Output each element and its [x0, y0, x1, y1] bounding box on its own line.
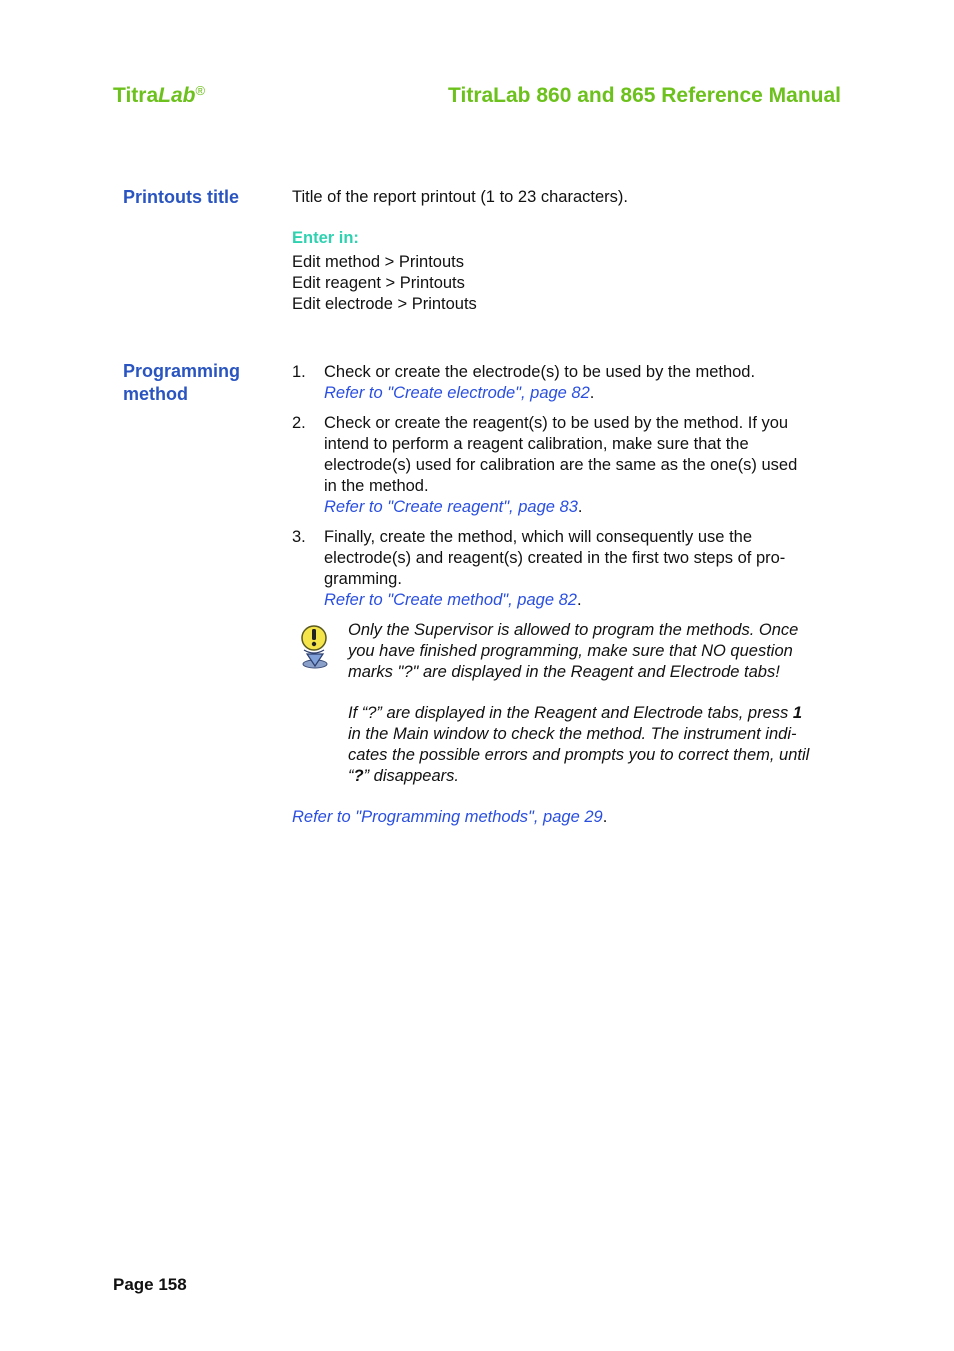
punctuation: .	[589, 384, 595, 402]
note-line: in the Main window to check the method. The instrument indi-	[348, 725, 797, 743]
warning-icon	[298, 624, 332, 670]
quote-open: “	[348, 767, 354, 785]
cross-reference-link[interactable]: Refer to "Create method", page 82	[324, 591, 577, 609]
step-line: Finally, create the method, which will consequently use the	[324, 528, 753, 546]
list-item	[292, 527, 837, 611]
enter-in-path: Edit method > Printouts	[292, 253, 464, 271]
step-number: 3.	[292, 528, 306, 546]
step-line: gramming.	[324, 570, 402, 588]
cross-reference-link[interactable]: Refer to "Programming methods", page 29	[292, 808, 603, 826]
cross-reference-link[interactable]: Refer to "Create electrode", page 82	[324, 384, 590, 402]
final-reference	[292, 807, 837, 828]
label-line: Programming	[123, 361, 241, 381]
note-line: ” disappears.	[363, 767, 459, 785]
punctuation: .	[577, 498, 583, 516]
cross-reference-link[interactable]: Refer to "Create reagent", page 83	[324, 498, 578, 516]
note-line: Only the Supervisor is allowed to program the methods. Once	[348, 621, 799, 639]
step-line: Check or create the reagent(s) to be used by the method. If you	[324, 414, 789, 432]
manual-title: TitraLab 860 and 865 Reference Manual	[448, 84, 841, 107]
question-mark: ?	[353, 767, 364, 785]
step-line: in the method.	[324, 477, 429, 495]
note-line: you have finished programming, make sure that NO question	[348, 642, 793, 660]
enter-in-label: Enter in:	[292, 229, 359, 247]
brand-plain: Titra	[113, 84, 159, 107]
page-number: Page 158	[113, 1275, 187, 1294]
step-line: electrode(s) used for calibration are the same as the one(s) used	[324, 456, 798, 474]
note-line: marks "?" are displayed in the Reagent and Electrode tabs!	[348, 663, 780, 681]
punctuation: .	[602, 808, 608, 826]
step-line: intend to perform a reagent calibration, make sure that the	[324, 435, 749, 453]
list-item	[292, 413, 837, 518]
brand-mark: ®	[195, 83, 206, 98]
note-line: If “?” are displayed in the Reagent and Electrode tabs, press	[348, 704, 793, 722]
punctuation: .	[576, 591, 582, 609]
list-item	[292, 362, 837, 404]
label-line: method	[123, 384, 188, 404]
note-text	[348, 620, 838, 683]
step-line: electrode(s) and reagent(s) created in the first two steps of pro-	[324, 549, 786, 567]
step-number: 1.	[292, 363, 306, 381]
note-text	[348, 703, 838, 787]
enter-in-path: Edit electrode > Printouts	[292, 295, 477, 313]
brand-italic: Lab	[158, 84, 196, 107]
brand-logo	[113, 84, 205, 108]
section-label-printouts: Printouts title	[123, 187, 239, 207]
step-line: Check or create the electrode(s) to be used by the method.	[324, 363, 756, 381]
step-number: 2.	[292, 414, 306, 432]
section-label-programming	[123, 360, 273, 406]
printouts-description: Title of the report printout (1 to 23 characters).	[292, 188, 628, 206]
note-line: cates the possible errors and prompts you to correct them, until	[348, 746, 810, 764]
enter-in-path: Edit reagent > Printouts	[292, 274, 465, 292]
key-label: 1	[792, 704, 803, 722]
